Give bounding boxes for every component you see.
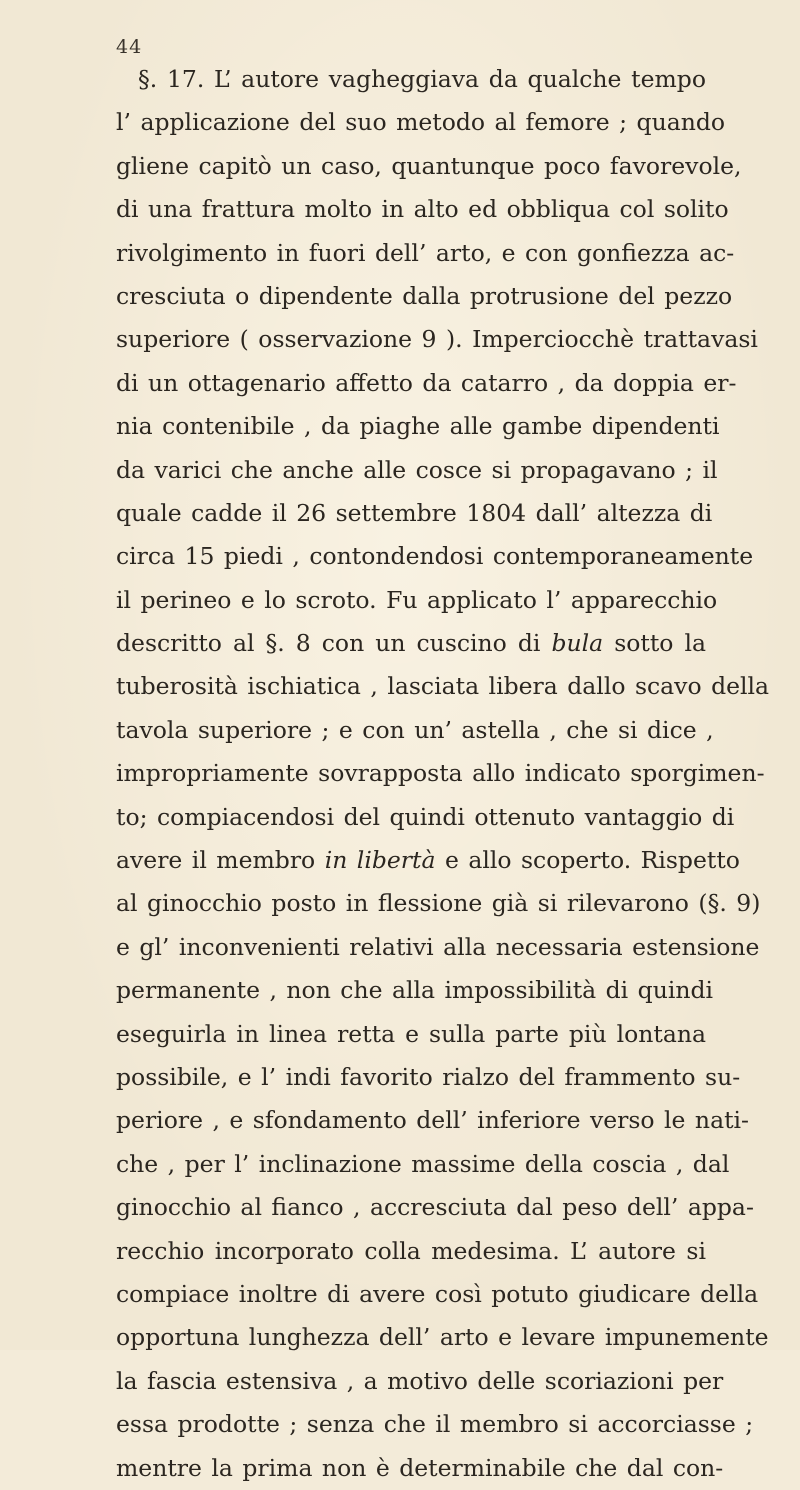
page-number: 44 [116, 36, 143, 58]
text-line: circa 15 piedi , contondendosi contemporaneamente [116, 542, 754, 571]
text-line: ginocchio al fianco , accresciuta dal peso dell’ appa- [116, 1193, 754, 1222]
text-line: l’ applicazione del suo metodo al femore ; quando [116, 108, 726, 137]
text-line: impropriamente sovrapposta allo indicato sporgimen- [116, 759, 765, 788]
text-line: rivolgimento in fuori dell’ arto, e con gonfiezza ac- [116, 238, 735, 267]
text-line: essa prodotte ; senza che il membro si accorciasse ; [116, 1410, 754, 1439]
text-line: di una frattura molto in alto ed obbliqua col solito [116, 195, 729, 224]
text-line: quale cadde il 26 settembre 1804 dall’ altezza di [116, 498, 713, 527]
text-line: periore , e sfondamento dell’ inferiore verso le nati- [116, 1106, 749, 1135]
text-line: di un ottagenario affetto da catarro , da doppia er- [116, 368, 737, 397]
paragraph-section-17 [116, 58, 770, 1490]
text-line: gliene capitò un caso, quantunque poco favorevole, [116, 151, 742, 180]
text-line: permanente , non che alla impossibilità di quindi [116, 976, 714, 1005]
text-line: che , per l’ inclinazione massime della coscia , dal [116, 1149, 730, 1178]
text-line: cresciuta o dipendente dalla protrusione del pezzo [116, 281, 733, 310]
text-line: il perineo e lo scroto. Fu applicato l’ apparecchio [116, 585, 718, 614]
text-line: eseguirla in linea retta e sulla parte più lontana [116, 1019, 706, 1048]
text-line: compiace inoltre di avere così potuto giudicare della [116, 1279, 759, 1308]
text-line: possibile, e l’ indi favorito rialzo del frammento su- [116, 1062, 741, 1091]
text-line: avere il membro in libertà e allo scoperto. Rispetto [116, 846, 740, 875]
text-line: §. 17. L’ autore vagheggiava da qualche tempo [138, 65, 706, 93]
text-line: to; compiacendosi del quindi ottenuto vantaggio di [116, 802, 735, 831]
text-line: da varici che anche alle cosce si propagavano ; il [116, 455, 718, 484]
text-line: mentre la prima non è determinabile che dal con- [116, 1453, 724, 1482]
text-line: superiore ( osservazione 9 ). Imperciocchè trattavasi [116, 325, 758, 354]
text-line: nia contenibile , da piaghe alle gambe dipendenti [116, 412, 720, 441]
text-line: tuberosità ischiatica , lasciata libera dallo scavo della [116, 672, 770, 701]
text-line: al ginocchio posto in flessione già si rilevarono (§. 9) [116, 889, 761, 918]
text-line: opportuna lunghezza dell’ arto e levare impunemente [116, 1323, 769, 1352]
text-line: e gl’ inconvenienti relativi alla necessaria estensione [116, 932, 760, 961]
text-line: descritto al §. 8 con un cuscino di bula sotto la [116, 629, 706, 658]
text-line: tavola superiore ; e con un’ astella , che si dice , [116, 715, 714, 744]
text-line: la fascia estensiva , a motivo delle scoriazioni per [116, 1366, 724, 1395]
text-line: recchio incorporato colla medesima. L’ autore si [116, 1236, 706, 1265]
